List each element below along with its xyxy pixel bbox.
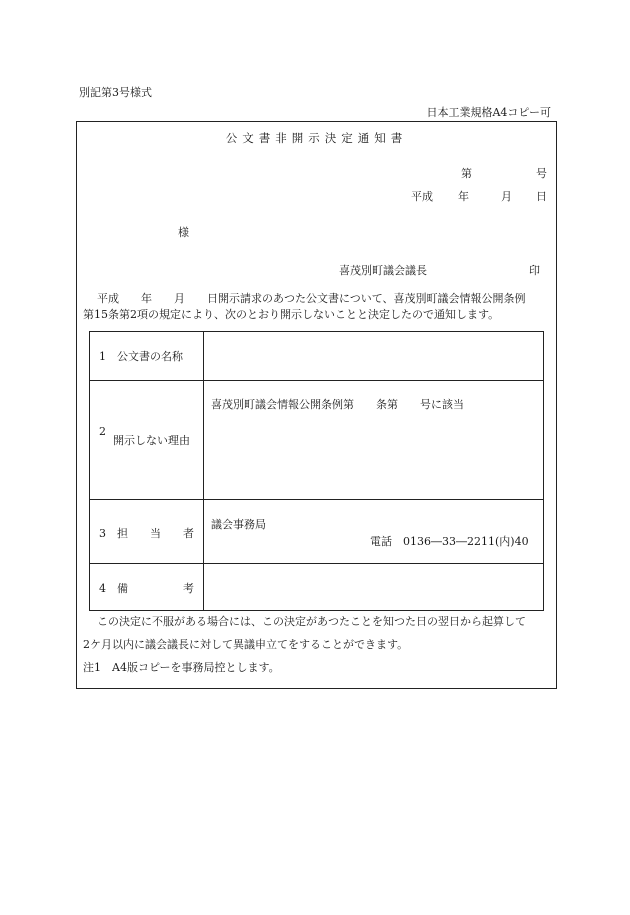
notice-footer xyxy=(83,610,553,679)
date-era: 平成 xyxy=(411,190,433,203)
contact-phone: 電話 0136―33―2211(内)40 xyxy=(370,535,529,548)
table-label-cell xyxy=(90,500,204,564)
document-number-suffix: 号 xyxy=(536,167,547,180)
contact-person-label: 3 担 当 者 xyxy=(99,527,194,540)
appeal-line-2: 2ケ月以内に議会議長に対して異議申立てをすることができます。 xyxy=(83,638,409,651)
footnote: 注1 A4版コピーを事務局控とします。 xyxy=(83,661,280,674)
date-month-label: 月 xyxy=(501,190,512,203)
table-row xyxy=(90,332,544,381)
document-name-value xyxy=(204,332,544,381)
document-title: 公文書非開示決定通知書 xyxy=(225,131,408,145)
table-label-cell xyxy=(90,564,204,611)
appeal-line-1: この決定に不服がある場合には、この決定があつたことを知つた日の翌日から起算して xyxy=(97,615,526,628)
body-line-1: 平成 年 月 日開示請求のあつた公文書について、喜茂別町議会情報公開条例 xyxy=(97,292,526,305)
table-label-cell xyxy=(90,381,204,500)
table-row xyxy=(90,381,544,500)
document-number-label: 第 xyxy=(461,167,472,180)
remarks-label: 4 備 考 xyxy=(99,582,194,595)
notice-frame xyxy=(76,121,557,689)
issuer-name: 喜茂別町議会議長 xyxy=(339,264,427,277)
reason-value: 喜茂別町議会情報公開条例第 条第 号に該当 xyxy=(211,398,464,411)
form-label: 別記第3号様式 xyxy=(79,86,152,99)
reason-label-number: 2 xyxy=(99,425,106,438)
remarks-value xyxy=(204,564,544,611)
table-label-cell xyxy=(90,332,204,381)
body-line-2: 第15条第2項の規定により、次のとおり開示しないことと決定したので通知します。 xyxy=(83,308,500,321)
reason-label: 開示しない理由 xyxy=(113,434,190,447)
date-day-label: 日 xyxy=(536,190,547,203)
table-row xyxy=(90,500,544,564)
table-value-cell xyxy=(204,381,544,500)
table-row xyxy=(90,564,544,611)
addressee-honorific: 様 xyxy=(178,226,189,239)
contact-office: 議会事務局 xyxy=(211,518,266,531)
table-value-cell xyxy=(204,500,544,564)
date-year-label: 年 xyxy=(458,190,469,203)
document-name-label: 1 公文書の名称 xyxy=(99,350,183,363)
notice-body xyxy=(83,291,553,323)
notice-detail-table xyxy=(89,331,544,611)
paper-size-note: 日本工業規格A4コピー可 xyxy=(426,106,551,119)
seal-mark: 印 xyxy=(529,264,540,277)
